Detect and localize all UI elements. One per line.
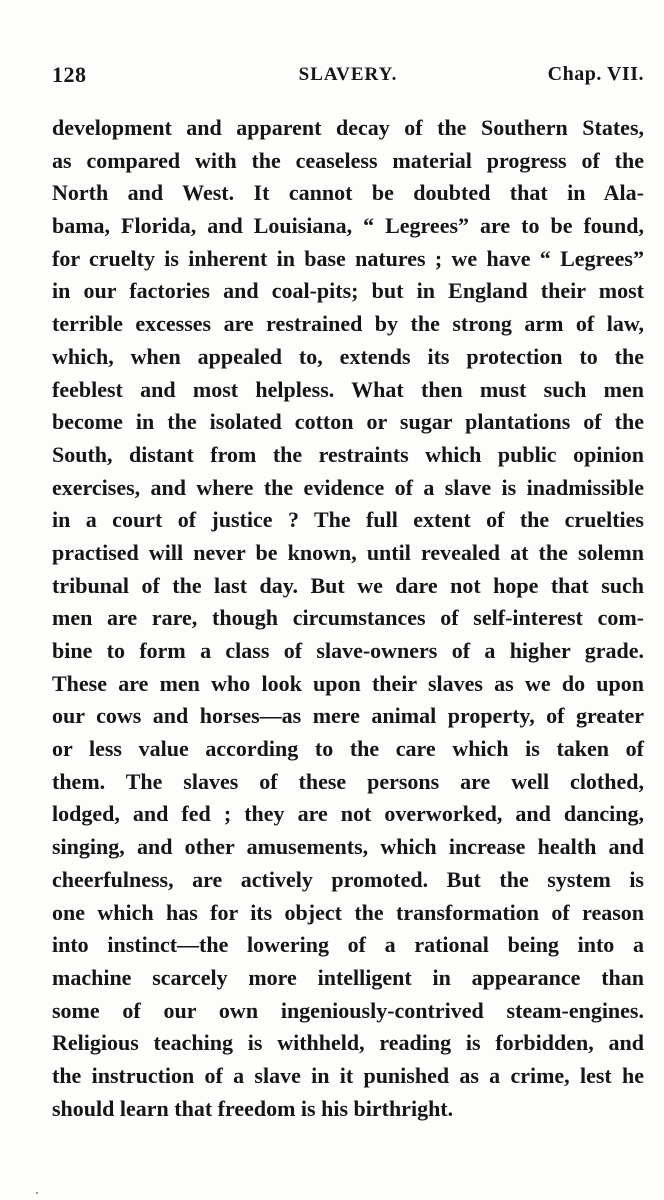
text-line: one which has for its object the transformation of reason [52,899,644,925]
page-speck [36,1192,38,1194]
text-line: men are rare, though circumstances of self-interest com- [52,605,644,631]
text-line: bama, Florida, and Louisiana, “ Legrees” are to be found, [52,213,644,239]
text-line: some of our own ingeniously-contrived steam-engines. [52,997,644,1023]
text-line: become in the isolated cotton or sugar plantations of the [52,409,644,435]
running-head: SLAVERY. [298,64,398,85]
text-line: machine scarcely more intelligent in appearance than [52,964,644,990]
text-line: feeblest and most helpless. What then must such men [52,376,644,402]
chapter-label: Chap. VII. [547,63,644,85]
text-line: which, when appealed to, extends its protection to the [52,343,644,369]
text-line: should learn that freedom is his birthright. [52,1095,454,1121]
body-text [52,112,644,1125]
text-line: or less value according to the care which is taken of [52,736,644,762]
text-line: bine to form a class of slave-owners of a higher grade. [52,638,644,663]
text-line: in our factories and coal-pits; but in England their most [52,278,644,304]
page-header [52,62,644,92]
page-number: 128 [52,62,87,87]
text-line: These are men who look upon their slaves as we do upon [52,670,644,696]
text-line: tribunal of the last day. But we dare not hope that such [52,572,644,598]
text-line: in a court of justice ? The full extent of the cruelties [52,507,644,533]
text-line: as compared with the ceaseless material progress of the [52,147,644,173]
text-line: lodged, and fed ; they are not overworked, and dancing, [52,801,644,827]
text-line: singing, and other amusements, which increase health and [52,834,644,860]
text-line: South, distant from the restraints which public opinion [52,441,644,467]
text-line: cheerfulness, are actively promoted. But the system is [52,866,644,892]
text-line: terrible excesses are restrained by the strong arm of law, [52,311,644,337]
text-line: North and West. It cannot be doubted that in Ala- [52,180,644,206]
text-line: Religious teaching is withheld, reading is forbidden, and [52,1030,644,1056]
text-line: into instinct—the lowering of a rational being into a [52,932,644,958]
text-line: the instruction of a slave in it punished as a crime, lest he [52,1062,644,1088]
text-line: our cows and horses—as mere animal property, of greater [52,703,644,729]
text-line: development and apparent decay of the Southern States, [52,115,644,140]
text-line: them. The slaves of these persons are well clothed, [52,768,644,794]
text-line: for cruelty is inherent in base natures ; we have “ Legrees” [52,245,644,271]
text-line: exercises, and where the evidence of a slave is inadmissible [52,474,644,500]
text-line: practised will never be known, until revealed at the solemn [52,539,644,565]
